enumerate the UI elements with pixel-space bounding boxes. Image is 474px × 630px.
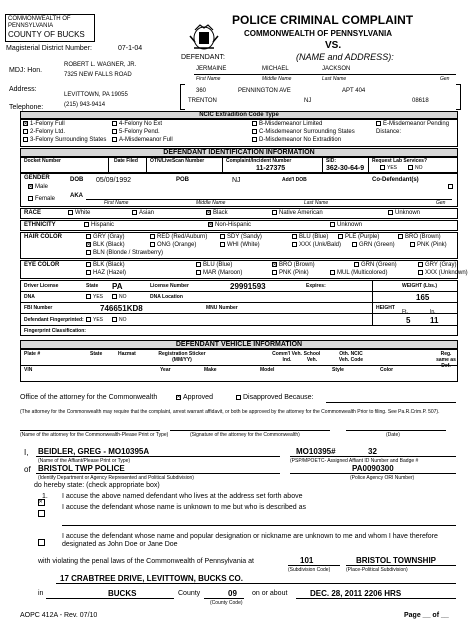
ncic-opt-3[interactable]: 3-Felony Surrounding States <box>23 137 106 144</box>
affiant-badge-caption: (PSP/MPOETC- Assigned Affiant ID Number and Badge # <box>290 458 419 464</box>
telephone-value: (215) 943-9414 <box>64 102 106 108</box>
hair-whi[interactable]: WHI (White) <box>220 242 260 249</box>
defendant-label: DEFENDANT: <box>181 54 225 61</box>
hair-ong[interactable]: ONG (Orange) <box>150 242 196 249</box>
defendant-street: PENNINGTON AVE <box>238 88 291 94</box>
mnu-label: MNU Number <box>206 305 238 311</box>
accuse-option-1[interactable]: ✕ 1. I accuse the above named defendant who lives at the address set forth above <box>38 492 456 504</box>
veh-state-label: State <box>90 351 103 357</box>
fingerprinted-label: Defendant Fingerprinted: <box>24 317 84 323</box>
docket-label: Docket Number <box>24 158 61 164</box>
gen-caption: Gen <box>440 76 450 82</box>
affiant-name-caption: (Name of the Affiant/Please Print or Type) <box>38 458 131 464</box>
codef-label: Co-Defendant(s) <box>372 177 419 183</box>
form-subtitle: COMMONWEALTH OF PENNSYLVANIA <box>244 29 392 38</box>
hair-bro[interactable]: BRO (Brown) <box>398 234 441 241</box>
ncic-checkbox[interactable] <box>23 121 28 126</box>
ncic-opt-a[interactable]: A-Misdemeanor Full <box>112 137 173 144</box>
middle-name-caption: Middle Name <box>262 76 292 82</box>
name-address-label: (NAME and ADDRESS): <box>296 52 394 62</box>
ncic-checkbox[interactable] <box>23 137 28 142</box>
form-number: AOPC 412A - Rev. 07/10 <box>20 612 98 619</box>
eye-gry[interactable]: GRY (Gray) <box>418 262 456 269</box>
ncic-opt-5[interactable]: 5-Felony Pend. <box>112 129 160 136</box>
ncic-checkbox[interactable] <box>112 129 117 134</box>
place-address: 17 CRABTREE DRIVE, LEVITTOWN, BUCKS CO. <box>60 574 243 583</box>
lab-yes[interactable]: YES <box>380 165 397 171</box>
dna-label: DNA <box>24 294 35 300</box>
attorney-sig-caption: (Signature of the attorney for the Commonwealth) <box>190 432 300 438</box>
hereby-label: do hereby state: (check appropriate box) <box>34 482 160 489</box>
weight-value: 165 <box>416 293 430 302</box>
ncic-checkbox[interactable] <box>112 137 117 142</box>
defendant-apt: APT 404 <box>342 88 366 94</box>
gender-female[interactable]: Female <box>28 196 55 203</box>
comml-label: Comm'l Veh. Ind. <box>272 351 302 363</box>
county-label: County <box>178 590 201 597</box>
lab-no-checkbox[interactable] <box>408 165 413 170</box>
eye-grn[interactable]: GRN (Green) <box>354 262 397 269</box>
aka-first-cap: First Name <box>104 200 129 206</box>
hazmat-label: Hazmat <box>118 351 136 357</box>
affiant-badge: MO10395# <box>296 447 336 456</box>
race-black[interactable]: ✕ Black <box>206 210 228 217</box>
accuse-option-3[interactable]: I accuse the defendant whose name and popular designation or nickname are unknown to me and whom I have therefore designated as John Doe or Jane Doe <box>38 532 456 552</box>
hair-blu[interactable]: BLU (Blue) <box>292 234 328 241</box>
ethnicity-unknown[interactable]: Unknown <box>330 222 362 229</box>
accuse-2-checkbox[interactable] <box>38 510 45 517</box>
accuse-3-checkbox[interactable] <box>38 539 45 546</box>
offense-date: DEC. 28, 2011 2206 HRS <box>310 589 402 598</box>
aka-label: AKA <box>70 193 83 199</box>
hair-red[interactable]: RED (Red/Auburn) <box>150 234 207 241</box>
county-line-1: COMMONWEALTH OF <box>8 16 71 22</box>
ethnicity-hispanic[interactable]: Hispanic <box>84 222 114 229</box>
ori-caption: (Police Agency ORI Number) <box>350 475 415 481</box>
affiant-i-label: I, <box>24 448 29 457</box>
affiant-of-label: of <box>24 465 31 474</box>
vehicle-header: DEFENDANT VEHICLE INFORMATION <box>20 340 458 349</box>
dna-no[interactable]: NO <box>112 294 127 300</box>
fp-yes[interactable]: YES <box>86 317 103 323</box>
county-line-2: PENNSYLVANIA <box>8 23 54 29</box>
aka-last-cap: Last Name <box>304 200 329 206</box>
hair-xxx[interactable]: XXX (Unk/Bald) <box>292 242 341 249</box>
add-dob-label: Add'l DOB <box>282 177 307 183</box>
ncic-opt-c[interactable]: C-Misdemeanor Surrounding States <box>252 129 355 136</box>
defendant-first-name: JERMAINE <box>196 66 227 72</box>
race-asian[interactable]: Asian <box>132 210 154 217</box>
approved-option[interactable]: ✕ Approved <box>176 394 213 402</box>
expires-label: Expires: <box>306 283 326 289</box>
dept-caption: (Identify Department or Agency Represented and Political Subdivision) <box>38 475 194 481</box>
vs-label: VS. <box>325 40 342 51</box>
violating-label: with violating the penal laws of the Commonwealth of Pennsylvania at <box>38 558 254 565</box>
plate-label: Plate # <box>24 351 41 357</box>
district-number: 07-1-04 <box>118 45 143 52</box>
address-label: Address: <box>9 86 37 93</box>
pob-label: POB <box>176 177 190 183</box>
eye-haz[interactable]: HAZ (Hazel) <box>86 270 126 277</box>
defendant-state: NJ <box>304 98 312 104</box>
ncic-opt-1[interactable]: ✕1-Felony Full <box>23 121 65 128</box>
subdiv-code: 101 <box>300 556 314 565</box>
dob-label: DOB <box>70 177 84 183</box>
complaint-label: Complaint/Incident Number <box>226 158 292 164</box>
codef-checkbox[interactable] <box>448 184 453 189</box>
ethnicity-label: ETHNICITY <box>24 222 56 228</box>
first-name-caption: First Name <box>196 76 221 82</box>
ncic-checkbox[interactable] <box>112 121 117 126</box>
female-checkbox[interactable] <box>28 196 33 201</box>
dob-value: 05/09/1992 <box>96 177 132 184</box>
in-label: In. <box>430 309 436 315</box>
height-ft-value: 5 <box>406 316 411 325</box>
ident-header: DEFENDANT IDENTIFICATION INFORMATION <box>20 148 458 157</box>
eye-xxx[interactable]: XXX (Unknown) <box>418 270 468 277</box>
defendant-city: TRENTON <box>188 98 217 104</box>
hair-label: HAIR COLOR <box>24 234 62 240</box>
ft-label: Ft. <box>402 309 408 315</box>
subdiv-name: BRISTOL TOWNSHIP <box>356 556 437 565</box>
eye-mul[interactable]: MUL (Multicolored) <box>330 270 387 277</box>
lab-label: Request Lab Services? <box>372 158 428 164</box>
mdj-label: MDJ: Hon. <box>9 67 43 74</box>
district-label: Magisterial District Number: <box>6 45 92 52</box>
fp-class-label: Fingerprint Classification: <box>24 328 86 334</box>
lab-no[interactable]: NO <box>408 165 423 171</box>
hair-blk[interactable]: ✕BLK (Black) <box>86 242 125 249</box>
school-label: School Veh. <box>303 351 321 363</box>
race-white[interactable]: White <box>68 210 90 217</box>
affiant-ori: PA0090300 <box>352 464 394 473</box>
registration-label: Registration Sticker (MM/YY) <box>158 351 206 363</box>
hair-bln[interactable]: BLN (Blonde / Strawberry) <box>86 250 163 257</box>
last-name-caption: Last Name <box>322 76 347 82</box>
hair-ple[interactable]: PLE (Purple) <box>338 234 379 241</box>
dl-state-label: State <box>86 283 99 289</box>
subdiv-caption: (Place-Political Subdivision) <box>346 567 408 573</box>
lic-number-value: 29991593 <box>230 282 266 291</box>
affiant-dept: BRISTOL TWP POLICE <box>38 464 125 473</box>
height-label: HEIGHT <box>376 305 395 311</box>
dl-state-value: PA <box>112 282 123 291</box>
telephone-label: Telephone: <box>9 104 44 111</box>
gender-label: GENDER <box>24 175 50 181</box>
year-label: Year <box>160 367 171 373</box>
mdj-name: ROBERT L. WAGNER, JR. <box>64 62 137 68</box>
ncic-checkbox[interactable] <box>376 121 381 126</box>
ncic-header: NCIC Extradition Code Type <box>20 111 458 119</box>
race-label: RACE <box>24 210 42 216</box>
style-label: Style <box>332 367 344 373</box>
race-unknown[interactable]: Unknown <box>388 210 420 217</box>
ncic-distance: Distance: <box>376 129 402 135</box>
county-line-3: COUNTY OF BUCKS <box>8 30 85 39</box>
ncic-checkbox[interactable] <box>252 129 257 134</box>
lab-yes-checkbox[interactable] <box>380 165 385 170</box>
affiant-name: BEIDLER, GREG - MO10395A <box>38 447 150 456</box>
model-label: Model <box>260 367 275 373</box>
dl-label: Driver License <box>24 283 59 289</box>
height-in-value: 11 <box>430 316 439 325</box>
fbi-value: 746651KD8 <box>100 304 143 313</box>
page-label: Page __ of __ <box>404 612 449 619</box>
ncic-checkbox[interactable] <box>252 121 257 126</box>
ncic-opt-e[interactable]: E-Misdemeanor Pending <box>376 121 449 128</box>
form-title: POLICE CRIMINAL COMPLAINT <box>232 13 414 27</box>
race-native[interactable]: Native American <box>272 210 323 217</box>
county-box <box>5 14 95 42</box>
ncic-opt-4[interactable]: 4-Felony No Ext <box>112 121 162 128</box>
hair-pnk[interactable]: PNK (Pink) <box>410 242 447 249</box>
mdj-address: 7325 NEW FALLS ROAD <box>64 72 132 78</box>
ncic-checkbox[interactable] <box>23 129 28 134</box>
otn-label: OTN/LiveScan Number <box>150 158 205 164</box>
vin-label: VIN <box>24 367 33 373</box>
defendant-zip: 08618 <box>412 98 429 104</box>
ncic-opt-b[interactable]: B-Misdemeanor Limited <box>252 121 322 128</box>
county-code-caption: (County Code) <box>210 600 243 606</box>
county-value: BUCKS <box>108 589 137 598</box>
county-code: 09 <box>228 589 237 598</box>
aka-gen-cap: Gen <box>436 200 446 206</box>
sid-label: SID: <box>326 158 336 164</box>
affiant-badge-no: 32 <box>368 447 377 456</box>
attorney-name-caption: (Name of the attorney for the Commonwealth-Please Print or Type) <box>20 432 169 438</box>
address-city: LEVITTOWN, PA 19055 <box>64 92 128 98</box>
hair-grn[interactable]: GRN (Green) <box>352 242 395 249</box>
approval-note: (The attorney for the Commonwealth may require that the complaint, arrest warrant affidavit, or both be approved by the attorney for the Commonwealth Prior to filing. See Pa.R.Crim.P. 507). <box>20 409 440 415</box>
eye-mar[interactable]: MAR (Maroon) <box>196 270 242 277</box>
defendant-street-no: 360 <box>196 88 207 94</box>
fbi-label: FBI Number <box>24 305 53 311</box>
pob-value: NJ <box>232 177 241 184</box>
dna-location-label: DNA Location <box>150 294 183 300</box>
eye-blk[interactable]: BLK (Black) <box>86 262 125 269</box>
aka-middle-cap: Middle Name <box>196 200 226 206</box>
commonwealth-seal-icon <box>186 22 222 52</box>
ethnicity-nonhispanic[interactable]: ✕ Non-Hispanic <box>208 222 251 229</box>
on-about-label: on or about <box>252 590 288 597</box>
ncic-opt-2[interactable]: 2-Felony Ltd. <box>23 129 65 136</box>
hair-sdy[interactable]: SDY (Sandy) <box>220 234 262 241</box>
hair-gry[interactable]: GRY (Gray) <box>86 234 124 241</box>
disapproved-option[interactable]: Disapproved Because: <box>236 394 313 402</box>
make-label: Make <box>204 367 217 373</box>
date-filed-label: Date Filed <box>114 158 138 164</box>
defendant-last-name: JACKSON <box>322 66 351 72</box>
male-checkbox[interactable] <box>28 184 33 189</box>
lic-number-label: License Number <box>150 283 189 289</box>
office-label: Office of the attorney for the Commonwealth <box>20 394 158 401</box>
eye-blu[interactable]: BLU (Blue) <box>196 262 232 269</box>
oth-ncic-label: Oth. NCIC Veh. Code <box>338 351 364 363</box>
reg-same-label: Reg. same as Def. <box>436 351 456 369</box>
accuse-option-2[interactable]: I accuse the defendant whose name is unknown to me but who is described as <box>38 503 456 515</box>
ncic-checkbox[interactable] <box>252 137 257 142</box>
in-label: in <box>38 590 44 597</box>
eye-pnk[interactable]: PNK (Pink) <box>272 270 309 277</box>
gender-male[interactable]: ✕Male <box>28 184 48 191</box>
weight-label: WEIGHT (Lbs.) <box>402 283 437 289</box>
attorney-date-caption: (Date) <box>386 432 400 438</box>
fp-no[interactable]: NO <box>112 317 127 323</box>
defendant-middle-name: MICHAEL <box>262 66 289 72</box>
eye-bro[interactable]: ✕ BRO (Brown) <box>272 262 315 269</box>
subdiv-code-caption: (Subdivision Code) <box>288 567 331 573</box>
dna-yes[interactable]: YES <box>86 294 103 300</box>
complaint-value: 11-27375 <box>256 165 286 172</box>
ncic-opt-d[interactable]: D-Misdemeanor No Extradition <box>252 137 341 144</box>
eye-label: EYE COLOR <box>24 262 60 268</box>
color-label: Color <box>380 367 394 373</box>
sid-value: 362-30-64-9 <box>326 165 365 172</box>
